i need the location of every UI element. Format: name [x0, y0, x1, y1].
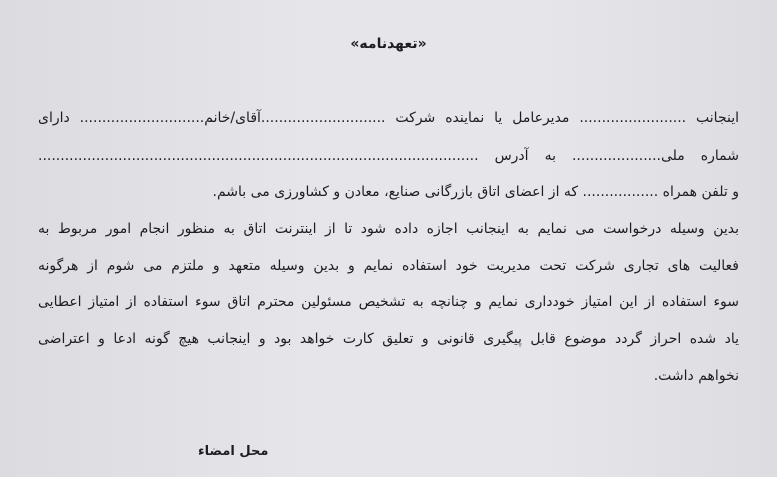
- body-line: سوء استفاده از این امتیاز خودداری نمایم و چنانچه به تشخیص مسئولین محترم اتاق سوء استفاده از امتیاز اعطایی: [38, 294, 739, 310]
- form-line-phone-membership: و تلفن همراه ................. که از اعضای اتاق بازرگانی صنایع، معادن و کشاورزی می باشم.: [212, 184, 739, 200]
- body-line: فعالیت های تجاری شرکت تحت مدیریت خود استفاده نمایم و بدین وسیله متعهد و ملتزم می شوم از هرگونه: [38, 258, 739, 274]
- signature-label: محل امضاء: [198, 444, 269, 459]
- form-line-name-company: اینجانب ........................ مدیرعامل یا نماینده شرکت ............................آقای/خانم............................ دارای: [38, 110, 739, 126]
- document-title: «تعهدنامه»: [350, 36, 427, 52]
- body-line: بدین وسیله درخواست می نمایم به اینجانب اجازه داده شود تا از اینترنت اتاق به منظور انجام امور مربوط به: [38, 221, 739, 237]
- form-line-id-address: شماره ملی.................... به آدرس ...................................................................................................: [38, 148, 739, 164]
- body-line: یاد شده احراز گردد موضوع قابل پیگیری قانونی و تعلیق کارت خواهد بود و اینجانب هیچ گونه ادعا و اعتراضی: [38, 331, 739, 347]
- body-line: نخواهم داشت.: [653, 368, 739, 384]
